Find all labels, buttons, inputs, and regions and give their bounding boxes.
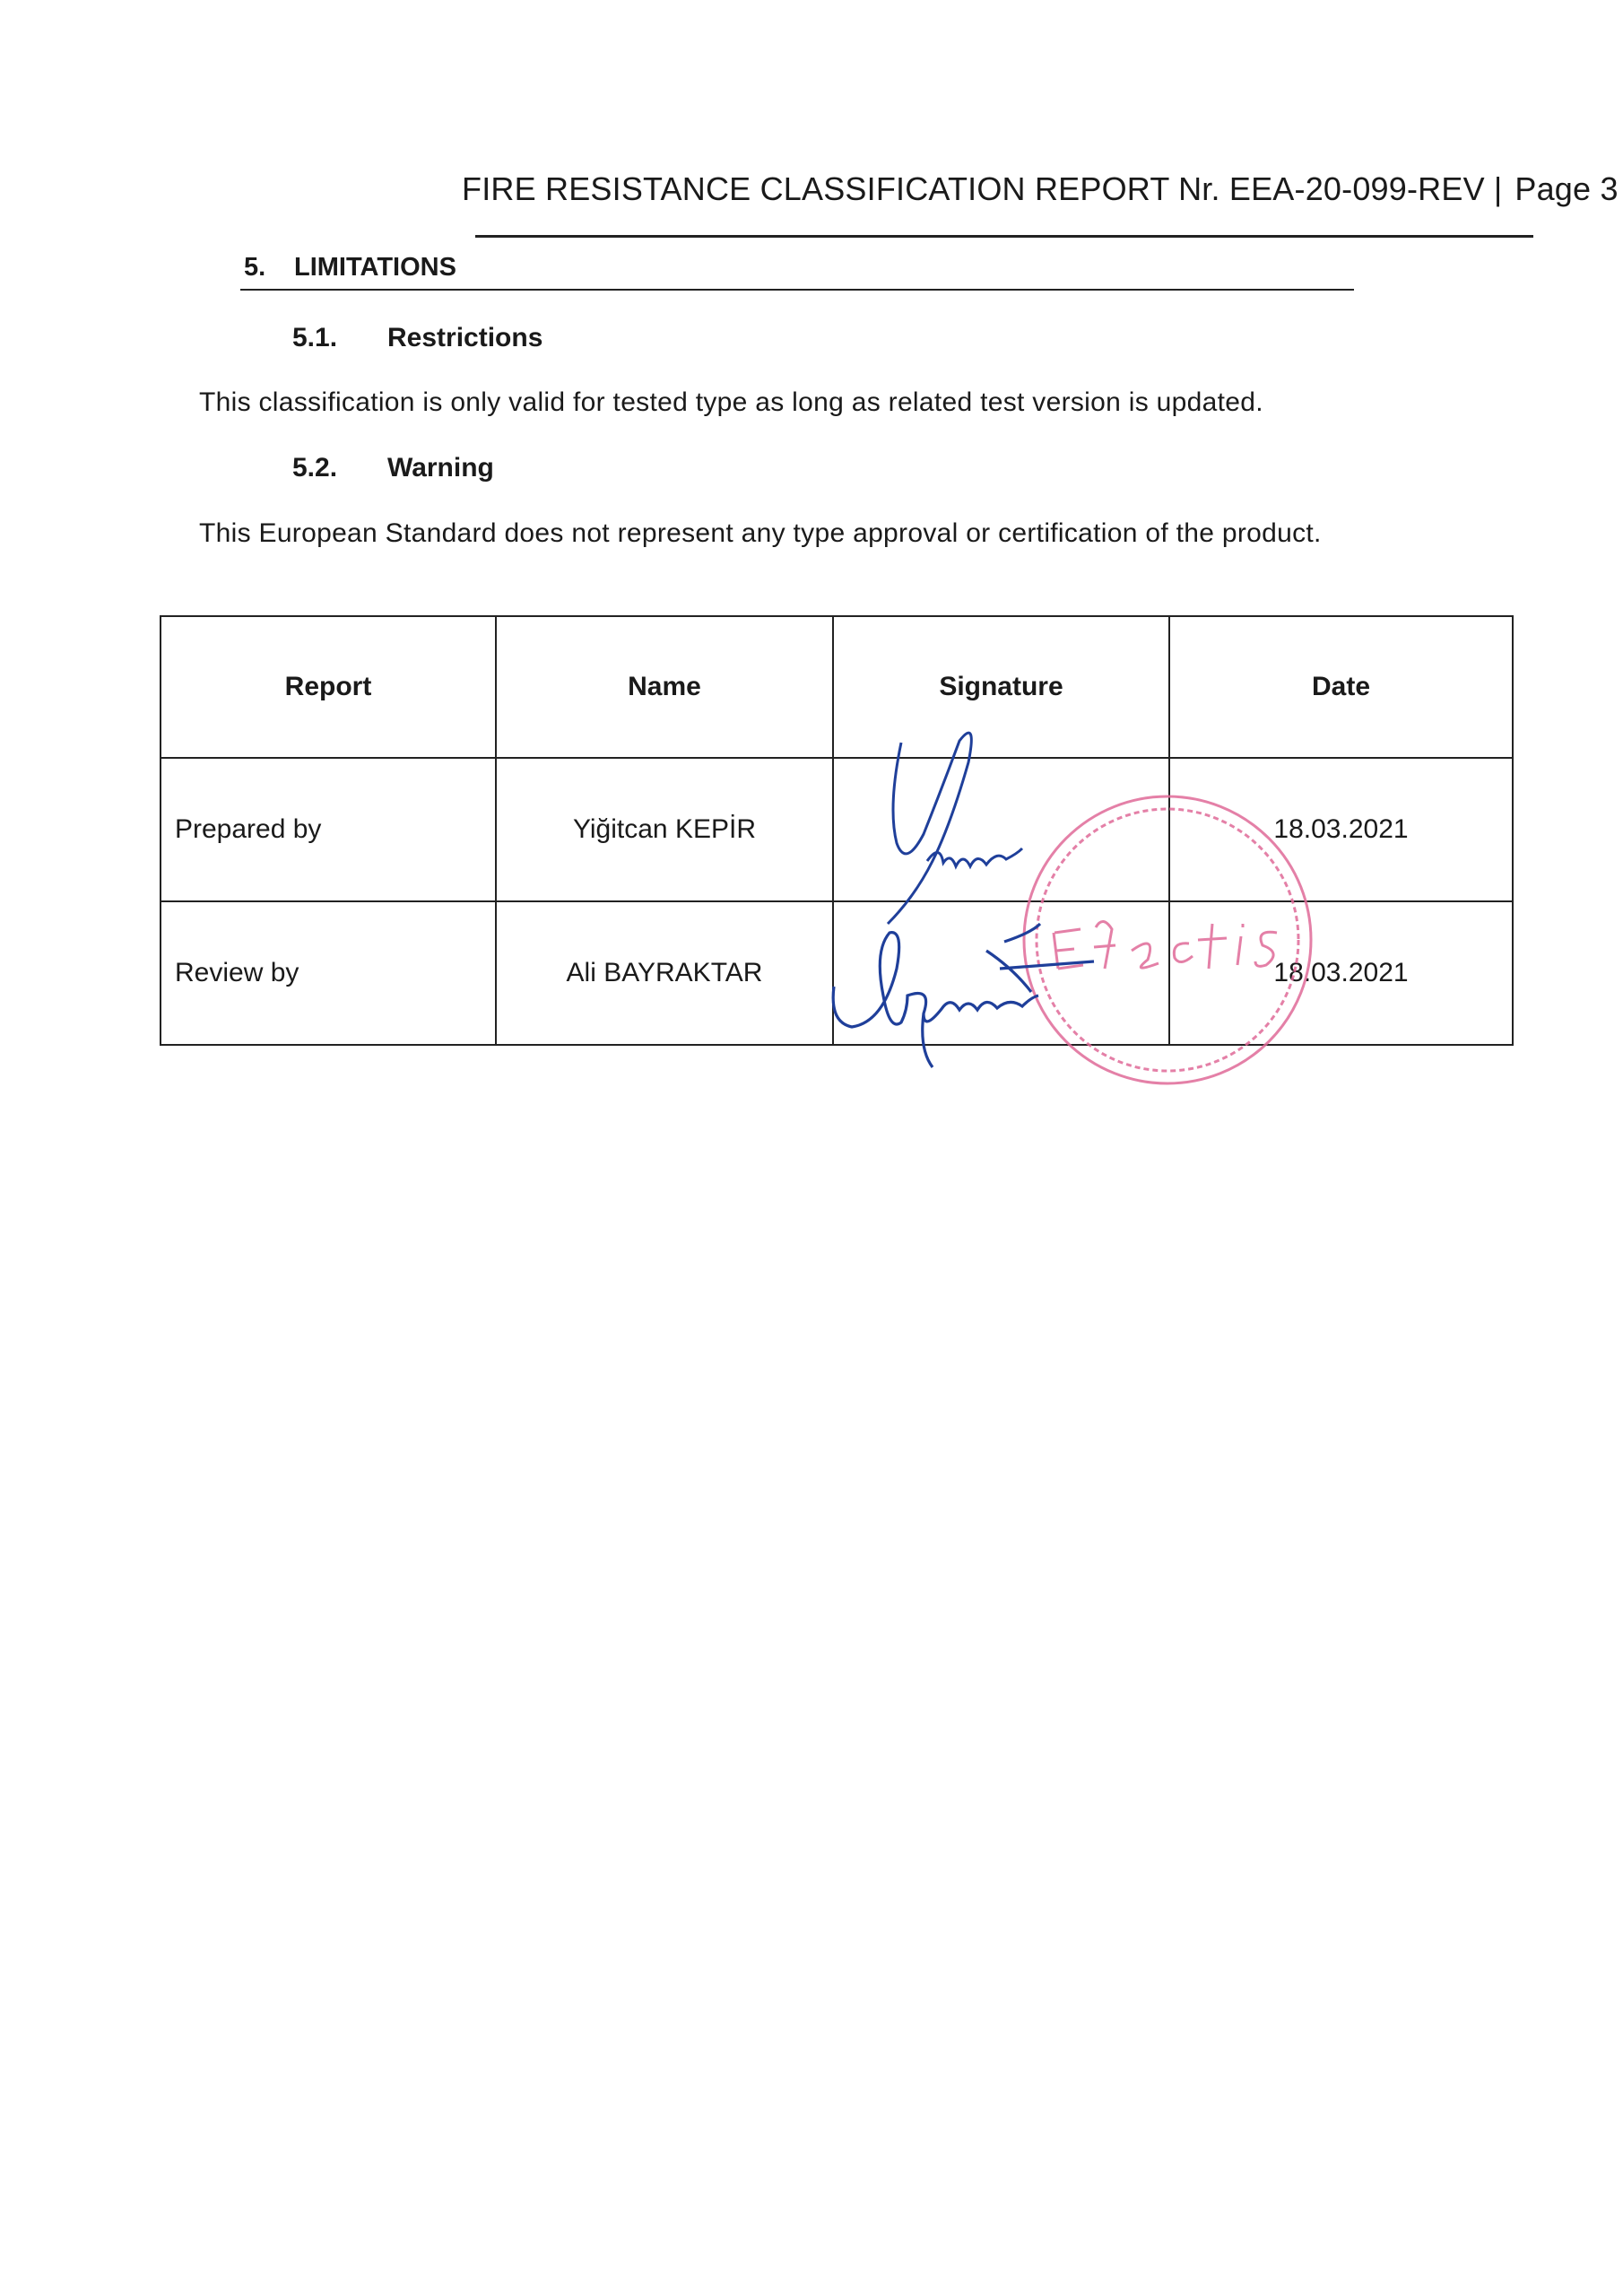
column-header-date: Date (1169, 616, 1513, 758)
page-header (462, 170, 1619, 208)
column-header-report: Report (161, 616, 496, 758)
date-cell: 18.03.2021 (1169, 901, 1513, 1045)
name-cell: Ali BAYRAKTAR (496, 901, 833, 1045)
warning-text: This European Standard does not represent any type approval or certification of the product. (199, 518, 1322, 548)
subsection-number: 5.1. (292, 323, 338, 352)
column-header-signature: Signature (833, 616, 1169, 758)
subsection-heading-warning (292, 453, 494, 483)
restrictions-text: This classification is only valid for tested type as long as related test version is updated. (199, 387, 1263, 417)
report-title: FIRE RESISTANCE CLASSIFICATION REPORT Nr. EEA-20-099-REV (462, 170, 1485, 207)
subsection-title: Restrictions (387, 323, 543, 352)
role-cell: Review by (161, 901, 496, 1045)
name-cell: Yiğitcan KEPİR (496, 758, 833, 901)
table-row (161, 758, 1513, 901)
table-header-row (161, 616, 1513, 758)
subsection-heading-restrictions (292, 323, 542, 353)
header-separator: | (1493, 170, 1503, 207)
section-rule (240, 289, 1354, 291)
header-rule (475, 235, 1533, 238)
subsection-title: Warning (387, 453, 494, 483)
role-cell: Prepared by (161, 758, 496, 901)
page-number: Page 3 (1515, 170, 1619, 207)
date-cell: 18.03.2021 (1169, 758, 1513, 901)
signature-cell (833, 758, 1169, 901)
section-number: 5. (244, 253, 266, 282)
section-heading (244, 253, 456, 283)
signature-cell (833, 901, 1169, 1045)
subsection-number: 5.2. (292, 453, 338, 483)
section-title: LIMITATIONS (294, 253, 456, 282)
column-header-name: Name (496, 616, 833, 758)
table-row (161, 901, 1513, 1045)
approval-table (160, 615, 1514, 1046)
